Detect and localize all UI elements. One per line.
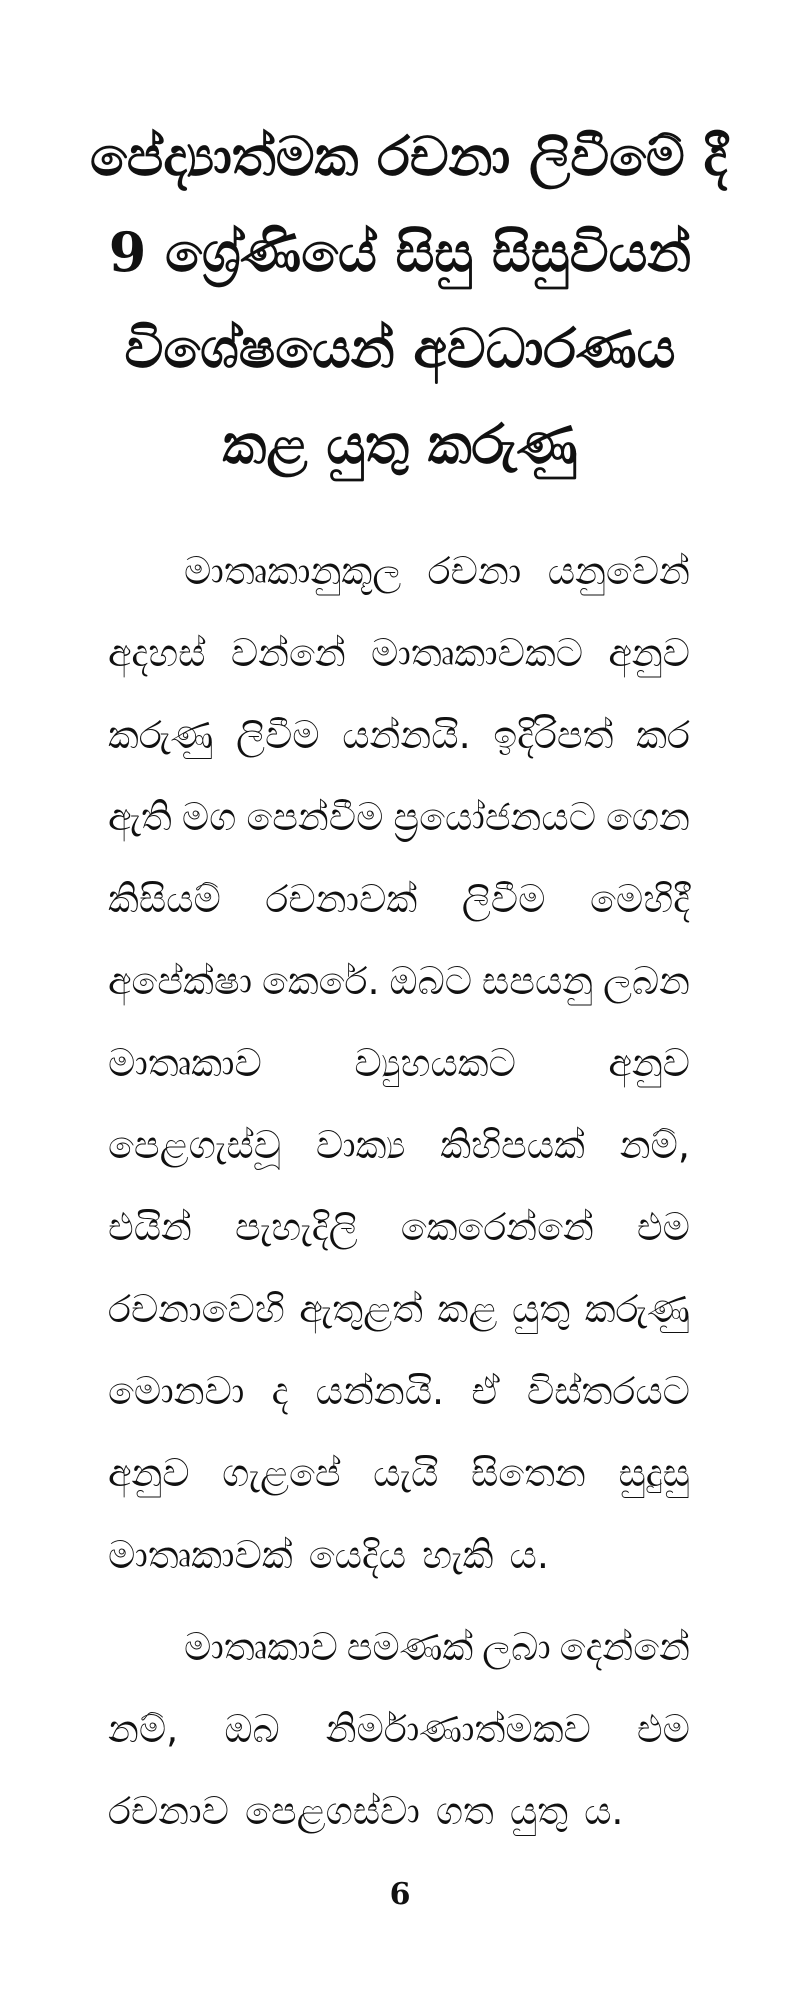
- word: ය.: [584, 1789, 624, 1833]
- word: යුතු: [509, 1789, 569, 1833]
- paragraph-line: [108, 940, 690, 1022]
- word: එයින්: [108, 1205, 192, 1249]
- word: කරුණු: [584, 1287, 690, 1331]
- word: පෙළගැස්වූ: [108, 1123, 282, 1167]
- word: පමණක්: [346, 1625, 474, 1669]
- word: එම: [636, 1707, 690, 1751]
- word: යෙදිය: [308, 1533, 407, 1577]
- word: එම: [636, 1205, 690, 1249]
- body-paragraph-1: [108, 530, 690, 1596]
- word: ඉදිරිපත්: [493, 713, 614, 757]
- word: ඔබ: [224, 1707, 280, 1751]
- paragraph-line: [108, 1104, 690, 1186]
- word: ලබන: [602, 959, 690, 1003]
- word: නම්,: [619, 1123, 690, 1167]
- paragraph-line: [108, 1268, 690, 1350]
- word: යනුවෙන්: [547, 549, 690, 593]
- paragraph-line: [108, 1688, 690, 1770]
- word: මාතෘකානුකූල: [184, 549, 402, 593]
- word: හැකි: [422, 1533, 494, 1577]
- paragraph-line: [108, 1514, 690, 1596]
- word: රචනාවෙහි: [108, 1287, 285, 1331]
- word: ගෙන: [606, 795, 690, 839]
- word: මෙහිදී: [590, 877, 690, 921]
- word: නම්,: [108, 1707, 179, 1751]
- word: දෙන්නේ: [559, 1625, 690, 1669]
- word: මග: [181, 795, 237, 839]
- word: අපේක්ෂා: [108, 959, 253, 1003]
- paragraph-line: [108, 1186, 690, 1268]
- word: ලිවීම: [235, 713, 320, 757]
- word: වාක්‍ය: [315, 1123, 406, 1167]
- paragraph-line: [108, 694, 690, 776]
- word: සිතෙන: [470, 1451, 586, 1495]
- word: සුදුසු: [618, 1451, 690, 1495]
- word: ඔබට: [389, 959, 473, 1003]
- word: අදහස්: [108, 631, 206, 675]
- word: ලිවීම: [461, 877, 546, 921]
- word: රචනාව: [108, 1789, 229, 1833]
- word: යුතු: [511, 1287, 571, 1331]
- word: රචනා: [427, 549, 522, 593]
- word: කිහිපයක්: [440, 1123, 585, 1167]
- word: කෙරේ.: [261, 959, 380, 1003]
- word: යැයි: [373, 1451, 439, 1495]
- paragraph-line: [108, 1432, 690, 1514]
- word: ව්‍යුහයකට: [354, 1041, 516, 1085]
- word: පෙළගස්වා: [244, 1789, 420, 1833]
- word: කරුණු: [108, 713, 214, 757]
- word: ඒ: [471, 1369, 500, 1413]
- word: විස්තරයට: [526, 1369, 690, 1413]
- word: අනුව: [608, 1041, 690, 1085]
- paragraph-line: [108, 776, 690, 858]
- word: ලබා: [482, 1625, 551, 1669]
- title-line: කළ යුතු කරුණු: [222, 412, 578, 476]
- paragraph-line: [108, 1022, 690, 1104]
- word: කෙරෙන්නේ: [400, 1205, 594, 1249]
- page-title: [90, 108, 728, 492]
- word: පැහැදිලි: [234, 1205, 358, 1249]
- word: රචනාවක්: [265, 877, 418, 921]
- word: සපයනු: [481, 959, 594, 1003]
- word: පෙන්වීම: [246, 795, 384, 839]
- paragraph-line: [108, 530, 690, 612]
- word: ය.: [509, 1533, 549, 1577]
- word: කර: [636, 713, 690, 757]
- title-line: 9 ශ්‍රේණියේ සිසු සිසුවියන්: [108, 220, 692, 284]
- word: ප්‍රයෝජනයට: [393, 795, 597, 839]
- paragraph-line: [108, 858, 690, 940]
- word: කළ: [437, 1287, 498, 1331]
- paragraph-line: [108, 1770, 690, 1852]
- title-line: පේද්‍යාත්මක රචනා ලිවීමේ දී: [90, 124, 728, 188]
- word: කිසියම්: [108, 877, 221, 921]
- word: ඇතුළත්: [299, 1287, 423, 1331]
- word: මාතෘකාව: [108, 1041, 262, 1085]
- word: මාතෘකාවකට: [371, 631, 584, 675]
- word: ගැළපේ: [222, 1451, 341, 1495]
- word: මාතෘකාවක්: [108, 1533, 293, 1577]
- word: අනුව: [608, 631, 690, 675]
- word: ඇති: [108, 795, 172, 839]
- word: නිර්මාණාත්මකව: [325, 1707, 591, 1751]
- word: මාතෘකාව: [184, 1625, 338, 1669]
- page-number: 6: [389, 1877, 411, 1912]
- word: ගත: [435, 1789, 494, 1833]
- paragraph-line: [108, 1350, 690, 1432]
- body-paragraph-2: [108, 1606, 690, 1852]
- word: යන්නයි.: [342, 713, 471, 757]
- word: ද: [271, 1369, 289, 1413]
- word: යන්නයි.: [315, 1369, 445, 1413]
- paragraph-line: [108, 612, 690, 694]
- paragraph-line: [108, 1606, 690, 1688]
- word: මොනවා: [108, 1369, 245, 1413]
- word: වන්නේ: [230, 631, 346, 675]
- word: අනුව: [108, 1451, 190, 1495]
- title-line: විශේෂයෙන් අවධාරණය: [124, 316, 676, 380]
